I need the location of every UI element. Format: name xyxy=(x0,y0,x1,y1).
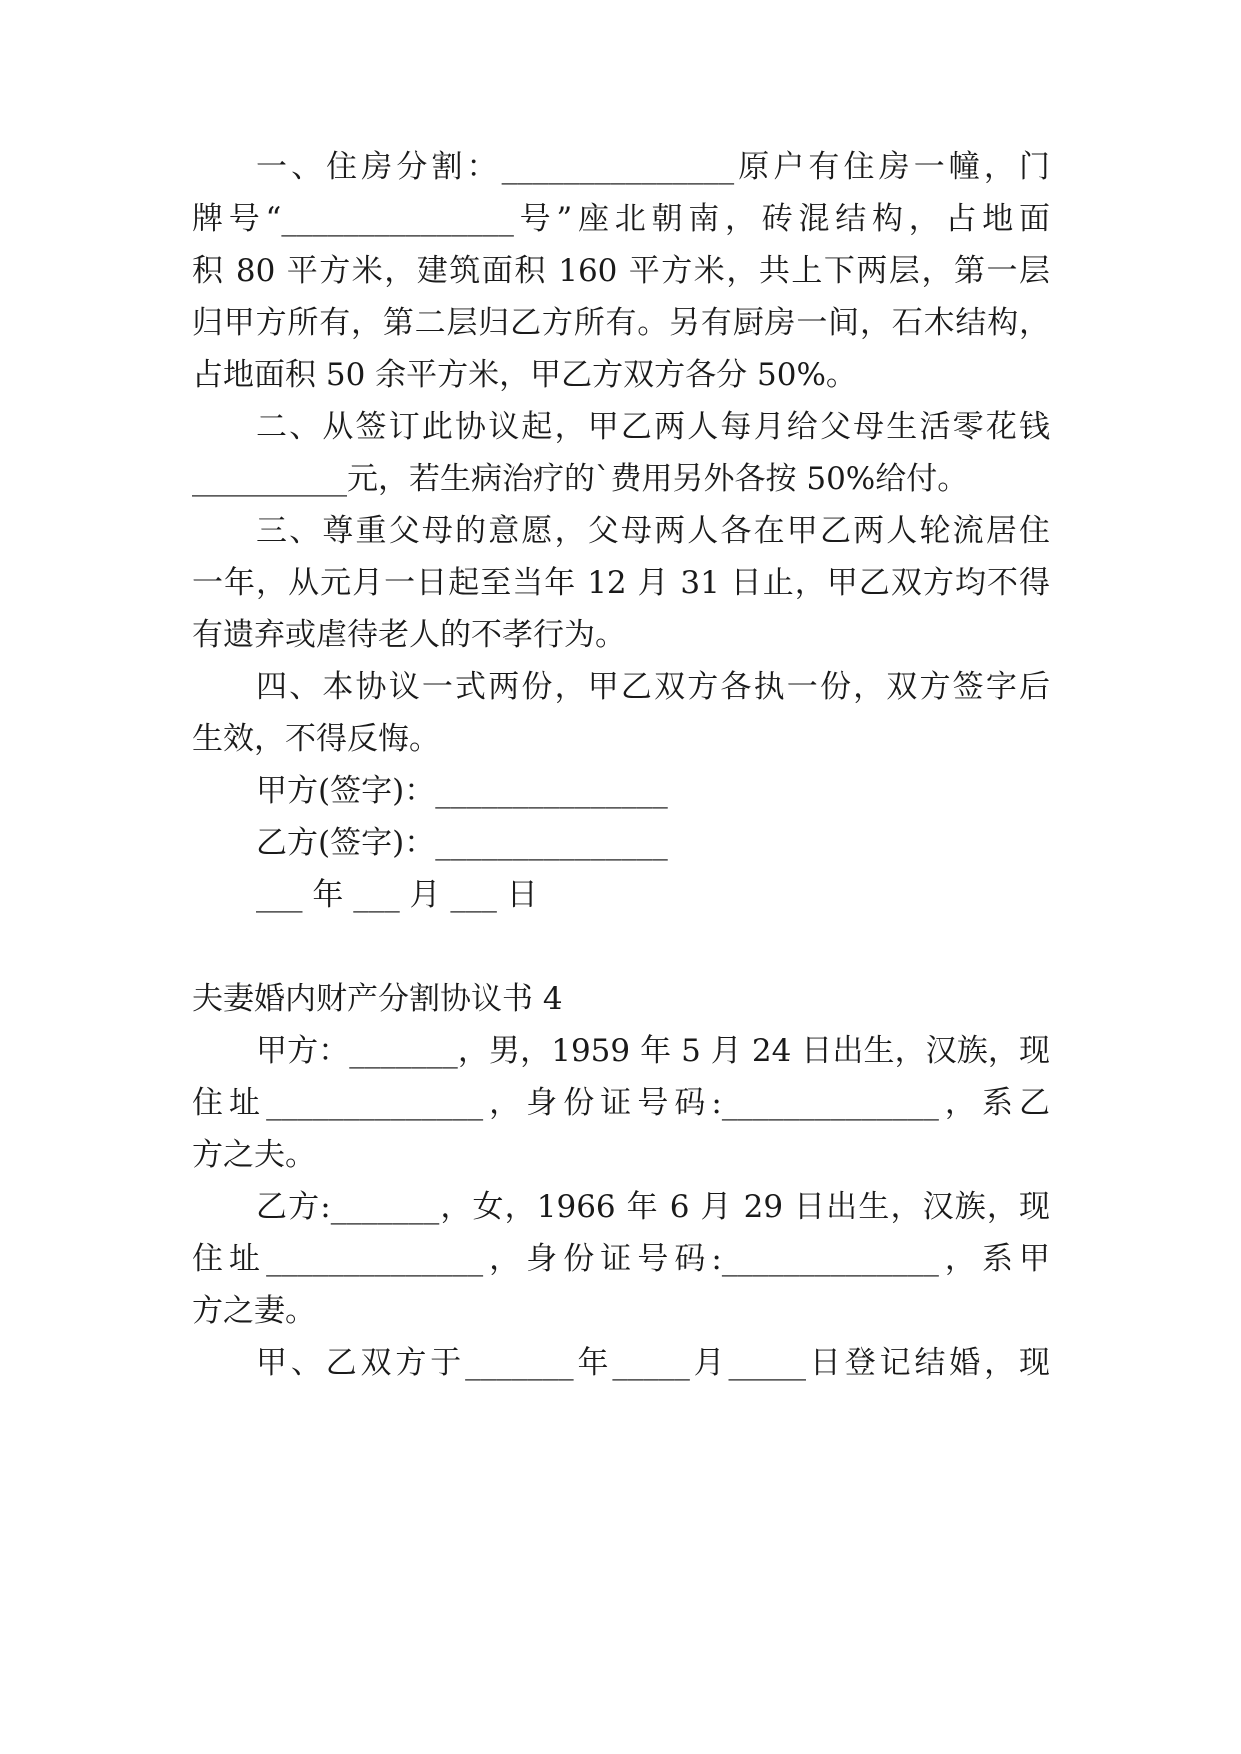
marriage-registration-line: 甲、乙双方于_______年_____月_____日登记结婚，现 xyxy=(256,1345,1050,1381)
party-b-signature-line: 乙方(签字)：_______________ xyxy=(256,825,668,861)
article-4-line-2: 生效，不得反悔。 xyxy=(192,721,440,757)
article-1-line-3: 积 80 平方米，建筑面积 160 平方米，共上下两层，第一层 xyxy=(192,253,1050,289)
article-3-line-3: 有遗弃或虐待老人的不孝行为。 xyxy=(192,617,626,653)
party-a-info-line-2: 住址______________，身份证号码:______________，系乙 xyxy=(192,1085,1050,1121)
date-line: ___ 年 ___ 月 ___ 日 xyxy=(256,877,538,913)
article-1-line-4: 归甲方所有，第二层归乙方所有。另有厨房一间，石木结构， xyxy=(192,305,1050,341)
article-1-line-2: 牌号“_______________号”座北朝南，砖混结构，占地面 xyxy=(192,201,1050,237)
article-4-line-1: 四、本协议一式两份，甲乙双方各执一份，双方签字后 xyxy=(256,669,1050,705)
party-b-info-line-1: 乙方:_______，女，1966 年 6 月 29 日出生，汉族，现 xyxy=(256,1189,1050,1225)
article-3-line-1: 三、尊重父母的意愿，父母两人各在甲乙两人轮流居住 xyxy=(256,513,1050,549)
article-2-line-2: __________元，若生病治疗的`费用另外各按 50%给付。 xyxy=(192,461,969,497)
party-a-signature-line: 甲方(签字)：_______________ xyxy=(256,773,668,809)
party-a-info-line-3: 方之夫。 xyxy=(192,1137,316,1173)
article-2-line-1: 二、从签订此协议起，甲乙两人每月给父母生活零花钱 xyxy=(256,409,1050,445)
party-a-info-line-1: 甲方：_______，男，1959 年 5 月 24 日出生，汉族，现 xyxy=(256,1033,1050,1069)
party-b-info-line-3: 方之妻。 xyxy=(192,1293,316,1329)
section-title: 夫妻婚内财产分割协议书 4 xyxy=(192,981,563,1017)
party-b-info-line-2: 住址______________，身份证号码:______________，系甲 xyxy=(192,1241,1050,1277)
article-1-line-1: 一、住房分割：_______________原户有住房一幢，门 xyxy=(256,149,1050,185)
article-3-line-2: 一年，从元月一日起至当年 12 月 31 日止，甲乙双方均不得 xyxy=(192,565,1050,601)
article-1-line-5: 占地面积 50 余平方米，甲乙方双方各分 50%。 xyxy=(192,357,857,393)
